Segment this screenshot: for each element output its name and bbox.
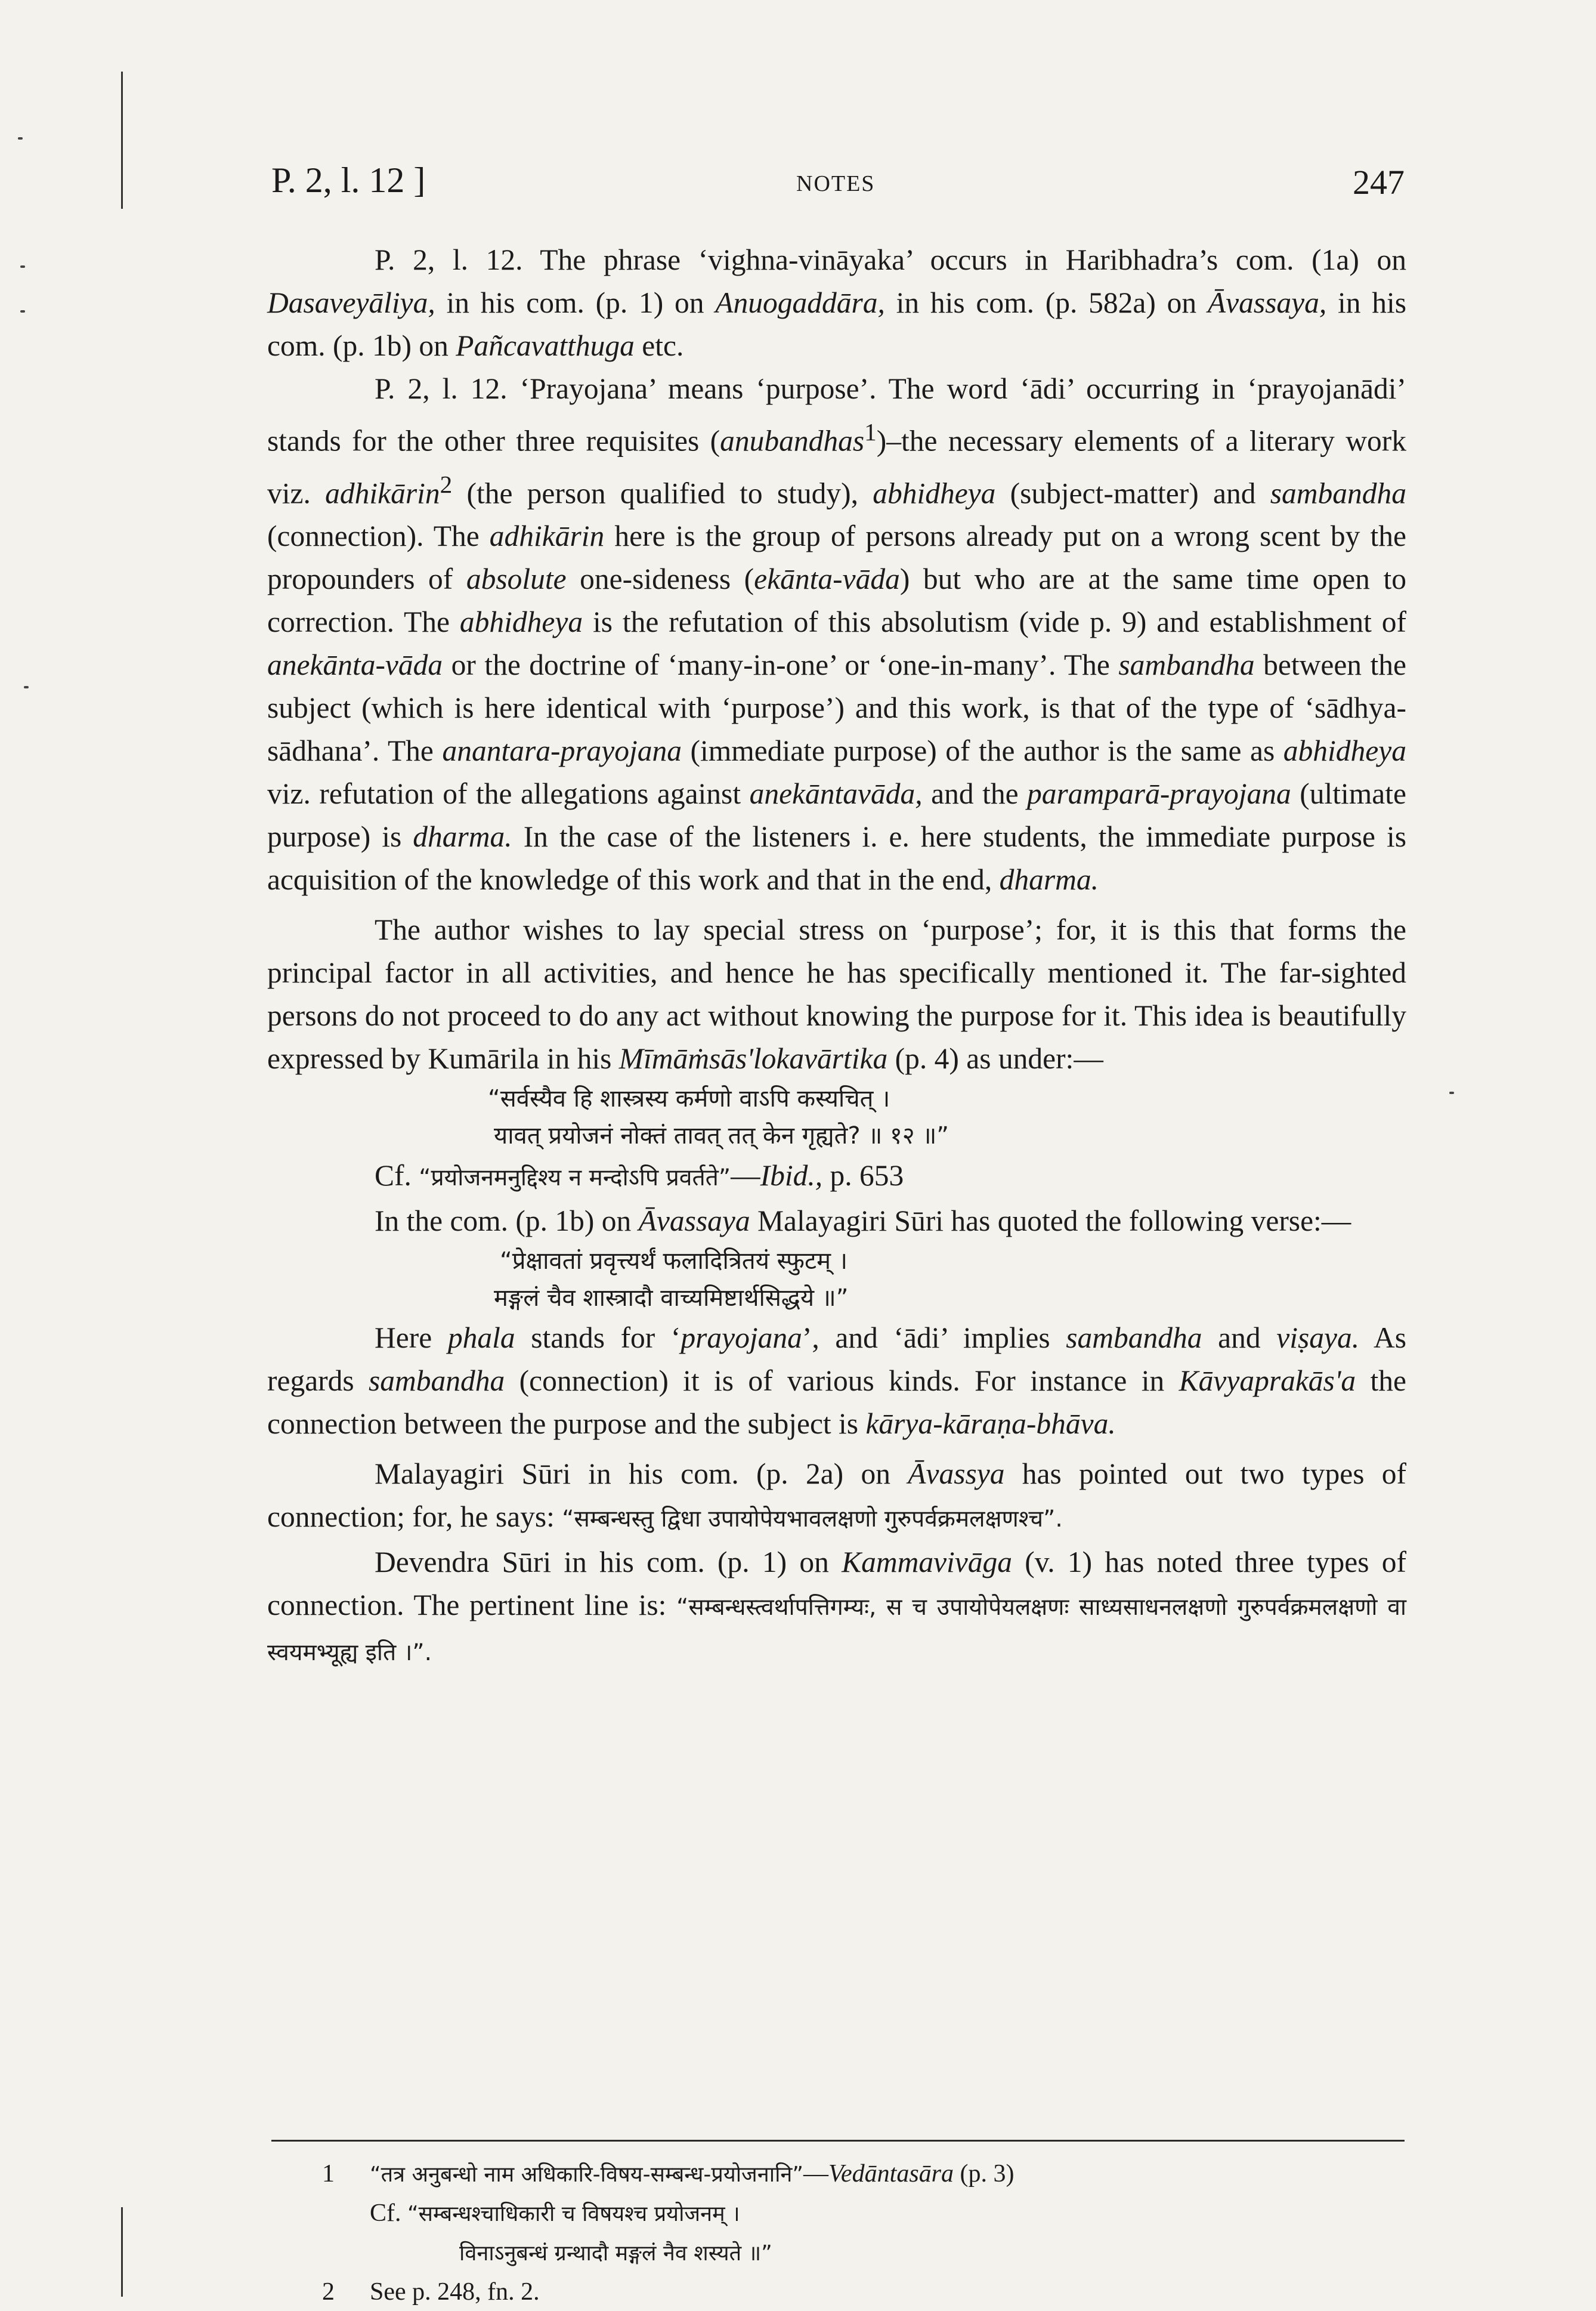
page-number: 247 [1353,163,1405,202]
sanskrit-verse-2-line-1: “प्रेक्षावतां प्रवृत्त्यर्थं फलादित्रितयं स्फुटम् । [500,1247,848,1275]
binding-edge-line [121,2207,123,2297]
footnote-1-cf-line-2: विनाऽनुबन्धं ग्रन्थादौ मङ्गलं नैव शस्यते ॥” [459,2241,772,2266]
note-paragraph-1: P. 2, l. 12. The phrase ‘vighna-vināyaka’ occurs in Haribhadra’s com. (1a) on Dasaveyāliya, in his com. (p. 1) on Anuogaddāra, in his com. (p. 582a) on Āvassaya, in his com. (p. 1b) on Pañcavatthuga etc. [267,243,1406,362]
scan-speck [20,265,25,268]
note-paragraph-5: Here phala stands for ‘prayojana’, and ‘ādi’ implies sambandha and viṣaya. As regards sambandha (connection) it is of various kinds. For instance in Kāvyaprakās'a the connection between the purpose and the subject is kārya-kāraṇa-bhāva. [267,1321,1406,1440]
scan-speck [24,686,29,688]
notes-body [267,239,1406,1674]
binding-edge-line [121,72,123,209]
note-paragraph-7: Devendra Sūri in his com. (p. 1) on Kammavivāga (v. 1) has noted three types of connection. The pertinent line is: “सम्बन्धस्त्वर्थापत्तिगम्यः, स च उपायोपेयलक्षणः साध्यसाधनलक्षणो गुरुपर्वक्रमलक्षणो वा स्वयमभ्यूह्य इति ।”. [267,1546,1406,1666]
sanskrit-verse-1-line-1: “सर्वस्यैव हि शास्त्रस्य कर्मणो वाऽपि कस्यचित् । [488,1085,890,1113]
sanskrit-verse-2-line-2: मङ्गलं चैव शास्त्रादौ वाच्यमिष्टार्थसिद्धये ॥” [494,1284,849,1312]
footnote-1: 1 “तत्र अनुबन्धो नाम अधिकारि-विषय-सम्बन्ध-प्रयोजनानि”—Vedāntasāra (p. 3) [322,2155,1408,2194]
note-paragraph-3: The author wishes to lay special stress on ‘purpose’; for, it is this that forms the principal factor in all activities, and hence he has specifically mentioned it. The far-sighted persons do not proceed to do any act without knowing the purpose for it. This idea is beautifully expressed by Kumārila in his Mīmāṁsās'lokavārtika (p. 4) as under:— [267,913,1406,1075]
scan-speck [20,310,25,313]
footnote-number: 2 [322,2278,335,2306]
footnote-2: 2 See p. 248, fn. 2. [322,2273,1408,2311]
page-header [271,160,1405,214]
footnotes [322,2155,1408,2311]
note-paragraph-4: In the com. (p. 1b) on Āvassaya Malayagiri Sūri has quoted the following verse:— [375,1204,1351,1237]
sanskrit-verse-1-line-2: यावत् प्रयोजनं नोक्तं तावत् तत् केन गृह्यते? ॥ १२ ॥” [494,1122,949,1150]
scan-speck [18,137,23,140]
footnote-divider [271,2140,1405,2142]
header-reference: P. 2, l. 12 ] [271,160,426,200]
footnote-1-cf: Cf. “सम्बन्धश्चाधिकारी च विषयश्च प्रयोजनम् । [370,2199,740,2227]
footnote-number: 1 [322,2160,335,2188]
note-paragraph-2: P. 2, l. 12. ‘Prayojana’ means ‘purpose’. The word ‘ādi’ occurring in ‘prayojanādi’ stands for the other three requisites (anubandhas$^1$)–the necessary elements of a literary work viz. adhikārin$^2$ (the person qualified to study), abhidheya (subject-matter) and sambandha (connection). The adhikārin here is the group of persons already put on a wrong scent by the propounders of absolute one-sideness (ekānta-vāda) but who are at the same time open to correction. The abhidheya is the refutation of this absolutism (vide p. 9) and establishment of anekānta-vāda or the doctrine of ‘many-in-one’ or ‘one-in-many’. The sambandha between the subject (which is here identical with ‘purpose’) and this work, is that of the type of ‘sādhya-sādhana’. The anantara-prayojana (immediate purpose) of the author is the same as abhidheya viz. refutation of the allegations against anekāntavāda, and the paramparā-prayojana (ultimate purpose) is dharma. In the case of the listeners i. e. here students, the immediate purpose is acquisition of the knowledge of this work and that in the end, dharma. [267,372,1407,896]
scan-speck [1449,1092,1454,1094]
note-paragraph-6: Malayagiri Sūri in his com. (p. 2a) on Āvassya has pointed out two types of connection; for, he says: “सम्बन्धस्तु द्विधा उपायोपेयभावलक्षणो गुरुपर्वक्रमलक्षणश्च”. [267,1457,1406,1533]
header-title: NOTES [796,171,876,196]
cf-citation: Cf. “प्रयोजनमनुद्दिश्य न मन्दोऽपि प्रवर्तते”—Ibid., p. 653 [375,1159,904,1192]
